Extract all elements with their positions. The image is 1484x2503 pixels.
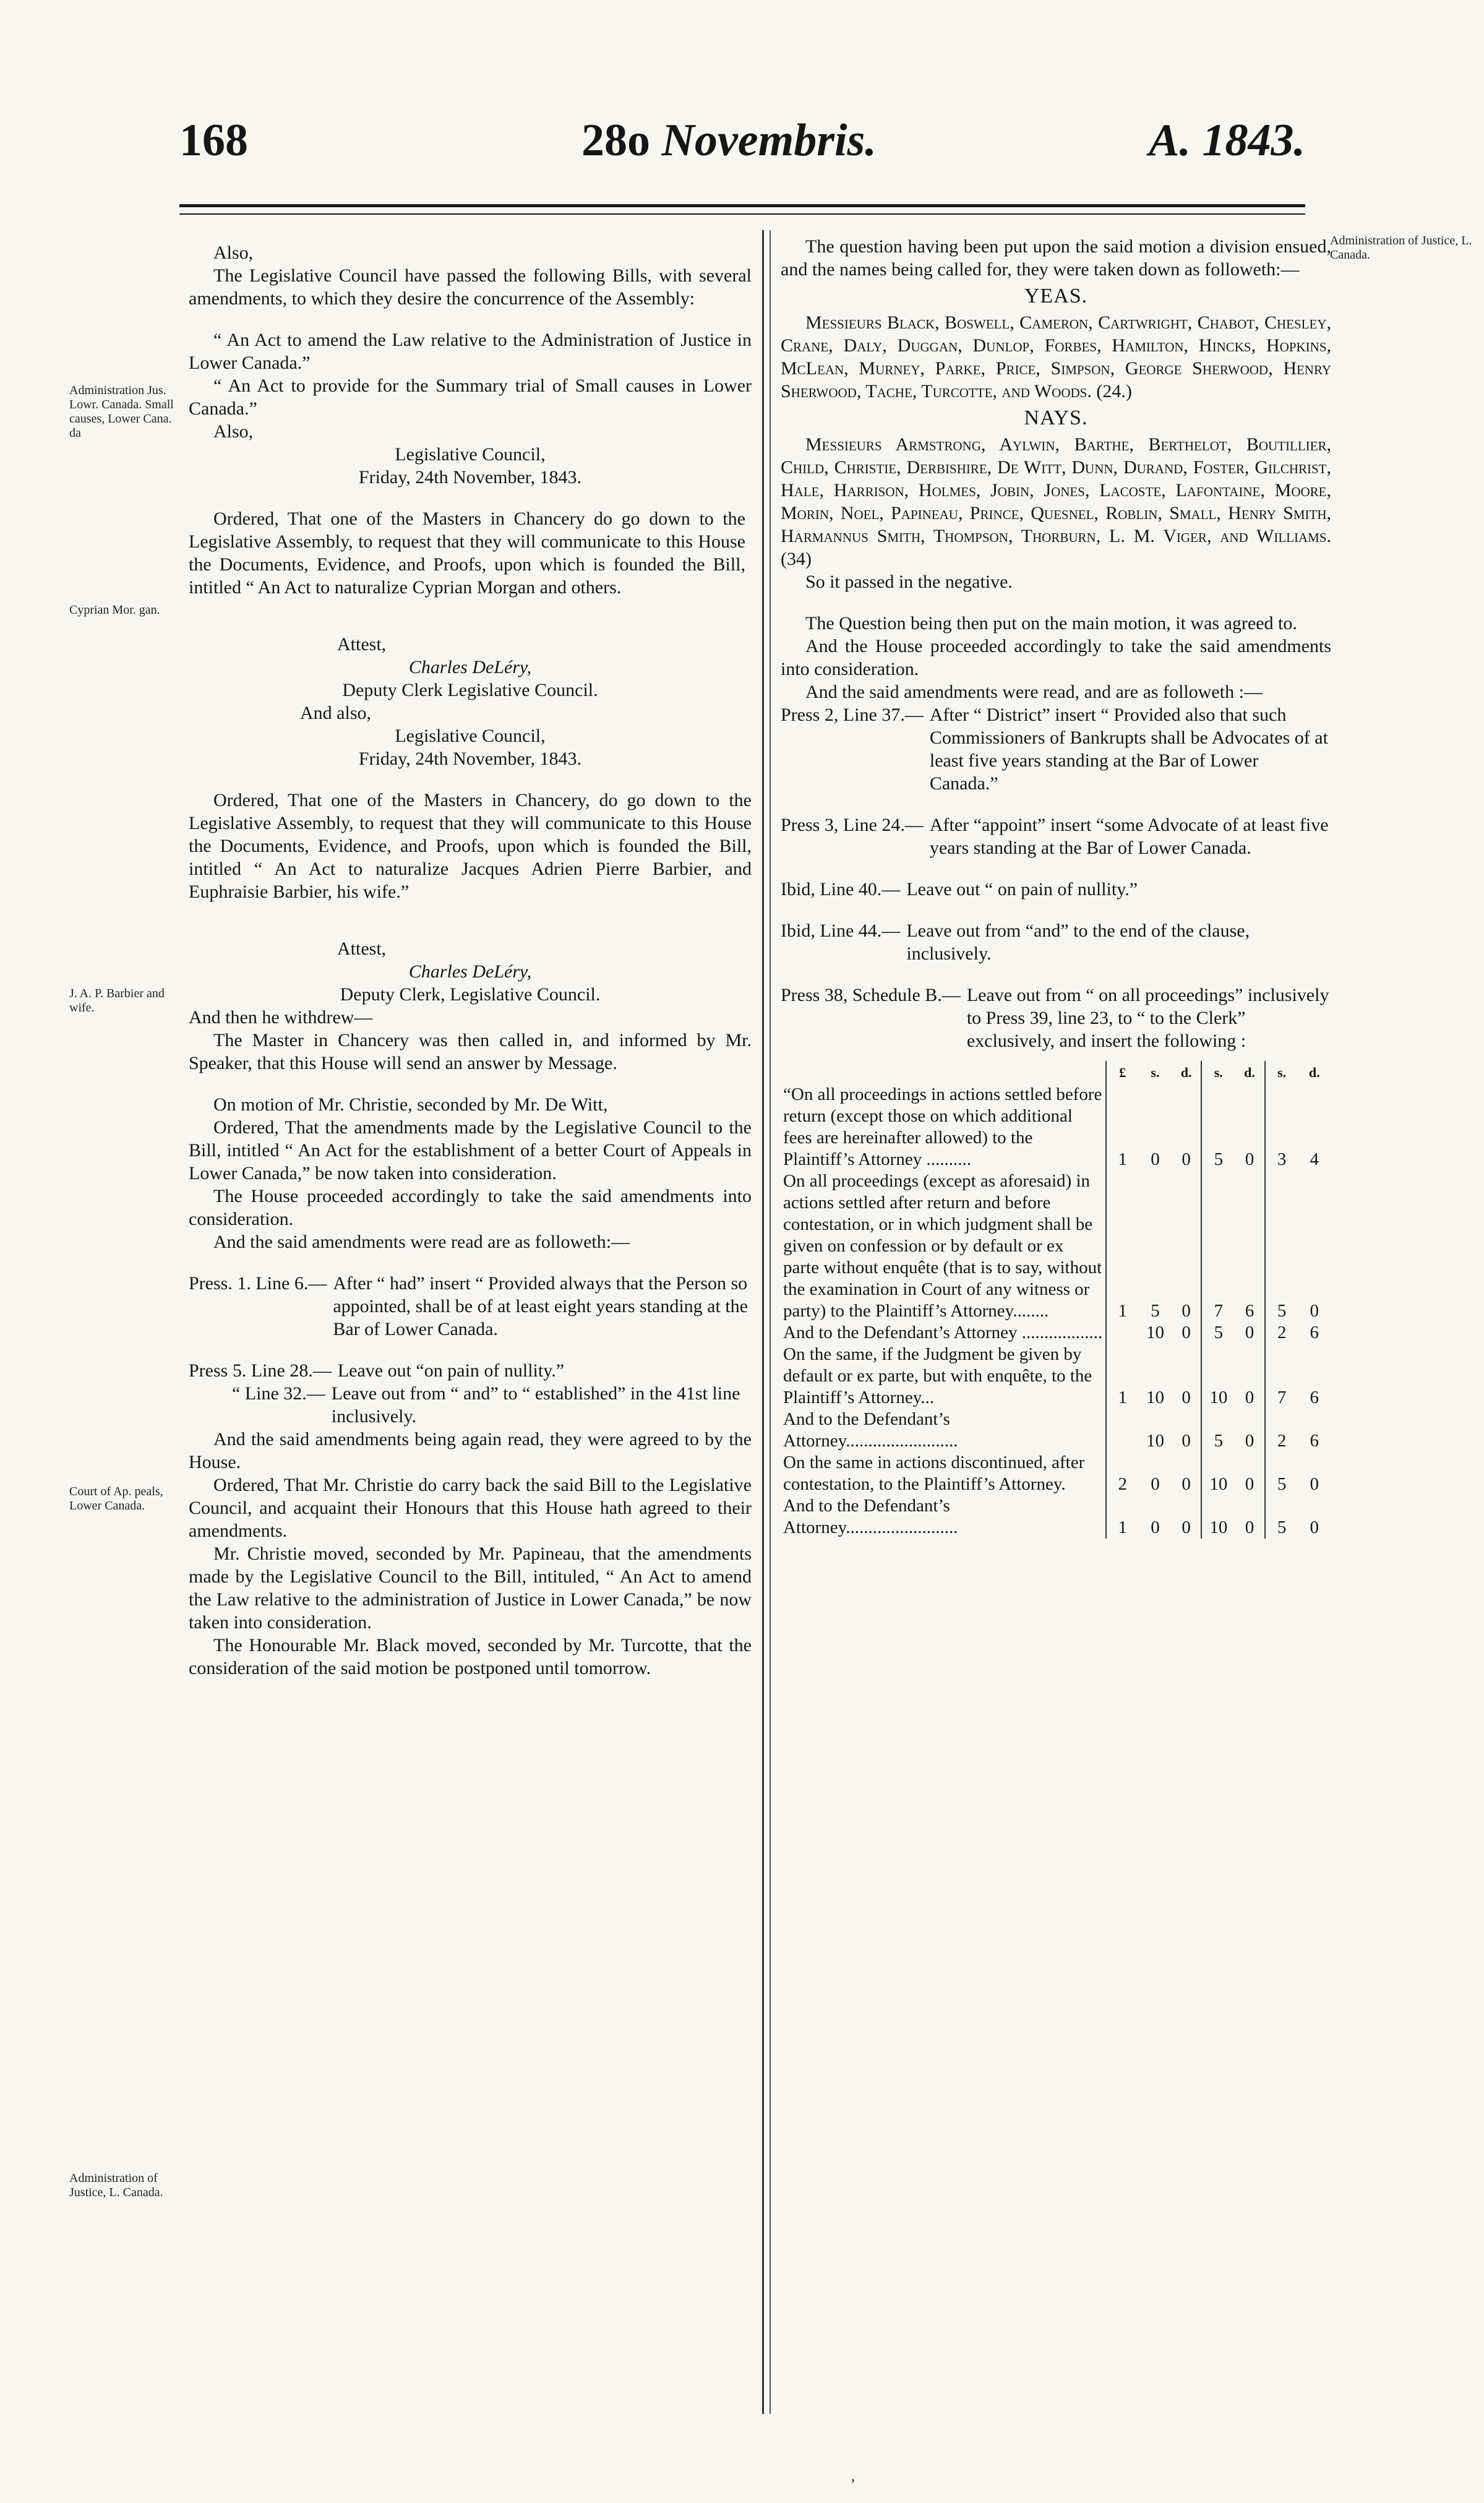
- text-christie-moved: Mr. Christie moved, seconded by Mr. Papineau, that the amendments made by the Legislative Council to the Bill, intituled, “ An Act to amend the Law relative to the administration of Justice in Lower Canada,” be now taken into consideration.: [189, 1543, 752, 1633]
- fee-value: [1106, 1409, 1139, 1452]
- amendment-2: [189, 1359, 752, 1382]
- fee-value: 5: [1214, 1323, 1224, 1342]
- heading-yeas: YEAS.: [1024, 285, 1088, 307]
- fee-value: 6: [1310, 1388, 1319, 1407]
- column-divider: [762, 230, 764, 2414]
- amendment-r2: [781, 814, 1331, 859]
- margin-note-right: Administration of Justice, L. Canada.: [1330, 234, 1472, 262]
- fee-value: 7: [1277, 1388, 1287, 1407]
- amendment-r5-label: Press 38, Schedule B.—: [781, 985, 961, 1005]
- fee-value: 0: [1235, 1452, 1265, 1495]
- fee-description: On all proceedings (except as aforesaid) in actions settled after return and before contestation, or in which judgment shall be given on confession or by default or ex parte without enquête (that is to say, without the examination in Court of any witness or party) to the Plaintiff’s Attorney........: [781, 1170, 1106, 1322]
- text-order-christie: Ordered, That Mr. Christie do carry back the said Bill to the Legislative Council, and acquaint their Honours that this House hath agreed to their amendments.: [189, 1475, 752, 1541]
- date-month: Novembris.: [661, 115, 877, 166]
- fee-value: 10: [1146, 1388, 1164, 1407]
- fee-value: 10: [1209, 1474, 1228, 1494]
- fee-value: 0: [1172, 1495, 1202, 1539]
- text-question-division: The question having been put upon the said motion a division ensued, and the names being called for, they were taken down as followeth:—: [781, 236, 1331, 280]
- left-column: [189, 241, 752, 1680]
- footer-mark: ,: [851, 2468, 855, 2484]
- amendment-r5-text: Leave out from “ on all proceedings” inclusively to Press 39, line 23, to “ to the Clerk” exclusively, and insert the following :: [966, 985, 1329, 1051]
- amendment-3: [189, 1382, 752, 1428]
- fee-value: 0: [1172, 1322, 1202, 1344]
- amendment-2-label: Press 5. Line 28.—: [189, 1360, 332, 1381]
- fee-value: [1106, 1322, 1139, 1344]
- text-legislative-council-1: Legislative Council,: [395, 444, 546, 465]
- amendment-1: [189, 1272, 752, 1341]
- margin-note-court-appeals: Court of Ap. peals, Lower Canada.: [69, 1485, 163, 1513]
- list-yeas: Messieurs Black, Boswell, Cameron, Cartwright, Chabot, Chesley, Crane, Daly, Duggan, Dunlop, Forbes, Hamilton, Hincks, Hopkins, McLean, Murney, Parke, Price, Simpson, George Sherwood, Henry Sherwood, Tache, Turcotte, and Woods. (24.): [781, 312, 1331, 401]
- fee-value: 7: [1214, 1301, 1224, 1321]
- fee-value: 6: [1310, 1323, 1319, 1342]
- text-date-2: Friday, 24th November, 1843.: [358, 749, 582, 769]
- fee-value: 6: [1235, 1170, 1265, 1322]
- fee-value: 1: [1118, 1149, 1128, 1169]
- text-house-proceeded-r: And the House proceeded accordingly to take the said amendments into consideration.: [781, 636, 1331, 679]
- fee-header: d.: [1308, 1065, 1320, 1080]
- margin-note-administration-2: Administration of Justice, L. Canada.: [69, 2171, 163, 2199]
- fee-value: 0: [1151, 1518, 1160, 1537]
- fee-row: [781, 1170, 1331, 1322]
- fee-value: 0: [1310, 1301, 1319, 1321]
- fee-value: 0: [1310, 1518, 1319, 1537]
- text-main-motion: The Question being then put on the main motion, it was agreed to.: [805, 613, 1297, 633]
- fee-value: 1: [1118, 1388, 1128, 1407]
- amendment-2-text: Leave out “on pain of nullity.”: [337, 1360, 565, 1381]
- fee-value: 0: [1172, 1084, 1202, 1170]
- fee-header: s.: [1214, 1065, 1223, 1080]
- fee-value: 1: [1118, 1301, 1128, 1321]
- fee-header: d.: [1172, 1061, 1202, 1084]
- text-date-1: Friday, 24th November, 1843.: [358, 467, 582, 487]
- text-act-small-causes: “ An Act to provide for the Summary trial of Small causes in Lower Canada.”: [189, 376, 752, 419]
- text-also: Also,: [213, 243, 254, 263]
- fee-row: [781, 1322, 1331, 1344]
- text-amendments-read: And the said amendments were read are as followeth:—: [213, 1232, 630, 1252]
- fee-header: d.: [1235, 1061, 1265, 1084]
- header-rule-thick: [179, 204, 1305, 207]
- amendment-3-text: Leave out from “ and” to “ established” in the 41st line inclusively.: [331, 1383, 740, 1427]
- fee-row: [781, 1084, 1331, 1170]
- text-attest-1: Attest,: [337, 634, 387, 655]
- fee-value: 0: [1172, 1170, 1202, 1322]
- amendment-r3: [781, 878, 1331, 901]
- fee-value: 10: [1209, 1388, 1228, 1407]
- fee-value: 1: [1118, 1518, 1128, 1537]
- fee-value: 3: [1277, 1149, 1287, 1169]
- fee-header: s.: [1277, 1065, 1287, 1080]
- fee-value: 0: [1235, 1084, 1265, 1170]
- text-bills-passed: The Legislative Council have passed the following Bills, with several amendments, to which they desire the concurrence of the Assembly:: [189, 265, 752, 309]
- amendment-r3-text: Leave out “ on pain of nullity.”: [906, 879, 1138, 899]
- fee-description: On the same in actions discontinued, after contestation, to the Plaintiff’s Attorney.: [781, 1452, 1106, 1495]
- amendment-r2-label: Press 3, Line 24.—: [781, 815, 924, 835]
- header-rule-thin: [179, 213, 1305, 215]
- fee-description: On the same, if the Judgment be given by default or ex parte, but with enquête, to the Plaintiff’s Attorney...: [781, 1344, 1106, 1409]
- fee-value: 2: [1277, 1323, 1287, 1342]
- amendment-r1-label: Press 2, Line 37.—: [781, 705, 924, 725]
- fee-header: £: [1119, 1065, 1126, 1080]
- fee-value: 2: [1277, 1431, 1287, 1451]
- amendment-1-label: Press. 1. Line 6.—: [189, 1273, 327, 1294]
- header-date: [581, 114, 877, 167]
- amendment-3-label: “ Line 32.—: [232, 1383, 325, 1404]
- text-negative: So it passed in the negative.: [805, 572, 1013, 592]
- fee-row: [781, 1495, 1331, 1539]
- text-amendments-read-r: And the said amendments were read, and are as followeth :—: [805, 682, 1263, 702]
- fee-value: 10: [1146, 1323, 1164, 1342]
- amendment-r4: [781, 919, 1331, 965]
- page-number: 168: [179, 115, 248, 166]
- text-order-barbier: Ordered, That one of the Masters in Chancery, do go down to the Legislative Assembly, to request that they will communicate to this House the Documents, Evidence, and Proofs, upon which is founded the Bill, intitled “ An Act to naturalize Jacques Adrien Pierre Barbier, and Euphraisie Barbier, his wife.”: [189, 790, 752, 902]
- signature-2: Charles DeLéry,: [408, 961, 532, 982]
- fee-description: And to the Defendant’s Attorney ..................: [781, 1322, 1106, 1344]
- text-master-chancery: The Master in Chancery was then called in, and informed by Mr. Speaker, that this House will send an answer by Message.: [189, 1030, 752, 1073]
- fee-value: 0: [1235, 1344, 1265, 1409]
- text-black-moved: The Honourable Mr. Black moved, seconded by Mr. Turcotte, that the consideration of the said motion be postponed until tomorrow.: [189, 1635, 752, 1678]
- text-agreed: And the said amendments being again read, they were agreed to by the House.: [189, 1429, 752, 1472]
- amendment-r4-text: Leave out from “and” to the end of the clause, inclusively.: [906, 921, 1250, 964]
- margin-note-barbier: J. A. P. Barbier and wife.: [69, 987, 165, 1015]
- fee-value: 10: [1146, 1431, 1164, 1451]
- fee-value: 10: [1209, 1518, 1228, 1537]
- fee-schedule-table: [781, 1061, 1331, 1539]
- fee-value: 5: [1214, 1149, 1224, 1169]
- fee-value: 0: [1172, 1452, 1202, 1495]
- text-attest-2: Attest,: [337, 938, 387, 959]
- fee-value: 0: [1151, 1474, 1160, 1494]
- fee-row: [781, 1344, 1331, 1409]
- text-and-also: And also,: [300, 703, 371, 723]
- text-order-cyprian: Ordered, That one of the Masters in Chancery do go down to the Legislative Assembly, to request that they will communicate to this House the Documents, Evidence, and Proofs, upon which is founded the Bill, intitled “ An Act to naturalize Cyprian Morgan and others.: [189, 509, 745, 598]
- text-withdrew: And then he withdrew—: [189, 1007, 373, 1028]
- right-column: [781, 235, 1331, 1539]
- text-act-admin-justice: “ An Act to amend the Law relative to the Administration of Justice in Lower Canada.”: [189, 330, 752, 373]
- fee-row: [781, 1452, 1331, 1495]
- signature-1: Charles DeLéry,: [408, 657, 532, 677]
- fee-header: s.: [1151, 1065, 1160, 1080]
- fee-value: 4: [1310, 1149, 1319, 1169]
- text-legislative-council-2: Legislative Council,: [395, 726, 546, 746]
- amendment-r4-label: Ibid, Line 44.—: [781, 921, 901, 941]
- margin-note-cyprian: Cyprian Mor. gan.: [69, 603, 160, 617]
- list-nays: Messieurs Armstrong, Aylwin, Barthe, Berthelot, Boutillier, Child, Christie, Derbishire, De Witt, Dunn, Durand, Foster, Gilchrist, Hale, Harrison, Holmes, Jobin, Jones, Lacoste, Lafontaine, Moore, Morin, Noel, Papineau, Prince, Quesnel, Roblin, Small, Henry Smith, Harmannus Smith, Thompson, Thorburn, L. M. Viger, and Williams. (34): [781, 434, 1331, 569]
- text-motion-christie: On motion of Mr. Christie, seconded by Mr. De Witt,: [213, 1094, 608, 1115]
- fee-value: 0: [1310, 1474, 1319, 1494]
- heading-nays: NAYS.: [1024, 406, 1088, 429]
- page-header: [179, 114, 1305, 182]
- fee-value: 5: [1277, 1474, 1287, 1494]
- fee-table-header: [781, 1061, 1331, 1084]
- margin-note-administration: Administration Jus. Lowr. Canada. Small causes, Lower Cana. da: [69, 384, 174, 440]
- fee-value: 0: [1172, 1344, 1202, 1409]
- fee-value: 0: [1172, 1409, 1202, 1452]
- amendment-1-text: After “ had” insert “ Provided always that the Person so appointed, shall be of at least eight years standing at the Bar of Lower Canada.: [333, 1273, 748, 1339]
- column-divider-inner: [770, 230, 771, 2414]
- fee-value: 0: [1151, 1149, 1160, 1169]
- fee-value: 0: [1235, 1409, 1265, 1452]
- text-house-proceeded: The House proceeded accordingly to take the said amendments into consideration.: [189, 1186, 752, 1229]
- fee-description: “On all proceedings in actions settled before return (except those on which additional fees are hereinafter allowed) to the Plaintiff’s Attorney ..........: [781, 1084, 1106, 1170]
- date-day: 28o: [581, 115, 650, 166]
- amendment-r1: [781, 703, 1331, 795]
- fee-row: [781, 1409, 1331, 1452]
- text-deputy-clerk-1: Deputy Clerk Legislative Council.: [342, 680, 598, 700]
- fee-value: 0: [1235, 1322, 1265, 1344]
- fee-description: And to the Defendant’s Attorney.........................: [781, 1495, 1106, 1539]
- header-year: A. 1843.: [1149, 115, 1305, 166]
- amendment-r1-text: After “ District” insert “ Provided also that such Commissioners of Bankrupts shall be Advocates of at least five years standing at the Bar of Lower Canada.”: [929, 705, 1328, 794]
- fee-value: 5: [1151, 1301, 1160, 1321]
- text-deputy-clerk-2: Deputy Clerk, Legislative Council.: [340, 984, 601, 1005]
- fee-description: And to the Defendant’s Attorney.........................: [781, 1409, 1106, 1452]
- text-also-2: Also,: [213, 421, 254, 442]
- fee-value: 5: [1277, 1518, 1287, 1537]
- amendment-r2-text: After “appoint” insert “some Advocate of at least five years standing at the Bar of Lower Canada.: [929, 815, 1329, 858]
- amendment-r3-label: Ibid, Line 40.—: [781, 879, 901, 899]
- fee-value: 6: [1310, 1431, 1319, 1451]
- fee-value: 2: [1118, 1474, 1128, 1494]
- fee-value: 0: [1235, 1495, 1265, 1539]
- amendment-r5: [781, 984, 1331, 1052]
- fee-value: 5: [1277, 1301, 1287, 1321]
- text-order-court-appeals: Ordered, That the amendments made by the Legislative Council to the Bill, intitled “ An Act for the establishment of a better Court of Appeals in Lower Canada,” be now taken into consideration.: [189, 1117, 752, 1183]
- fee-value: 5: [1214, 1431, 1224, 1451]
